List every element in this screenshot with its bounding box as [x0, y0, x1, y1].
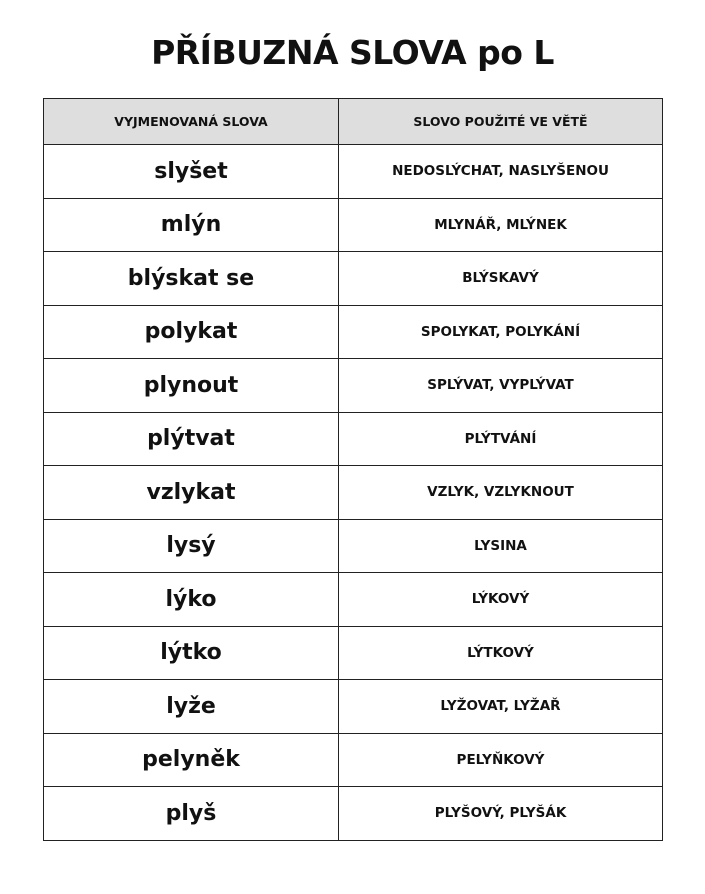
word-cell: slyšet [44, 145, 339, 199]
word-cell: polykat [44, 305, 339, 359]
word-cell: mlýn [44, 198, 339, 252]
table-row [44, 466, 663, 520]
table-row [44, 359, 663, 413]
table-header-row [44, 99, 663, 145]
word-cell: pelyněk [44, 733, 339, 787]
word-cell: plyš [44, 787, 339, 841]
page-title: PŘÍBUZNÁ SLOVA po L [151, 33, 554, 72]
table-row [44, 252, 663, 306]
table-row [44, 680, 663, 734]
table-row [44, 305, 663, 359]
usage-cell: NEDOSLÝCHAT, NASLYŠENOU [339, 145, 663, 199]
table-row [44, 198, 663, 252]
word-cell: plýtvat [44, 412, 339, 466]
table-row [44, 787, 663, 841]
usage-cell: VZLYK, VZLYKNOUT [339, 466, 663, 520]
word-cell: plynout [44, 359, 339, 413]
table-row [44, 412, 663, 466]
usage-cell: MLYNÁŘ, MLÝNEK [339, 198, 663, 252]
usage-cell: PLÝTVÁNÍ [339, 412, 663, 466]
word-cell: vzlykat [44, 466, 339, 520]
table-row [44, 145, 663, 199]
word-cell: lýko [44, 573, 339, 627]
usage-cell: BLÝSKAVÝ [339, 252, 663, 306]
column-header-slovo-v-vete: SLOVO POUŽITÉ VE VĚTĚ [339, 99, 663, 145]
column-header-vyjmenovana-slova: VYJMENOVANÁ SLOVA [44, 99, 339, 145]
usage-cell: PLYŠOVÝ, PLYŠÁK [339, 787, 663, 841]
words-table [43, 98, 663, 841]
table-row [44, 626, 663, 680]
usage-cell: PELYŇKOVÝ [339, 733, 663, 787]
usage-cell: LYSINA [339, 519, 663, 573]
word-cell: lýtko [44, 626, 339, 680]
usage-cell: LÝTKOVÝ [339, 626, 663, 680]
word-cell: lysý [44, 519, 339, 573]
word-cell: lyže [44, 680, 339, 734]
table-row [44, 733, 663, 787]
table-row [44, 519, 663, 573]
usage-cell: LÝKOVÝ [339, 573, 663, 627]
usage-cell: SPOLYKAT, POLYKÁNÍ [339, 305, 663, 359]
word-cell: blýskat se [44, 252, 339, 306]
usage-cell: LYŽOVAT, LYŽAŘ [339, 680, 663, 734]
table-row [44, 573, 663, 627]
usage-cell: SPLÝVAT, VYPLÝVAT [339, 359, 663, 413]
